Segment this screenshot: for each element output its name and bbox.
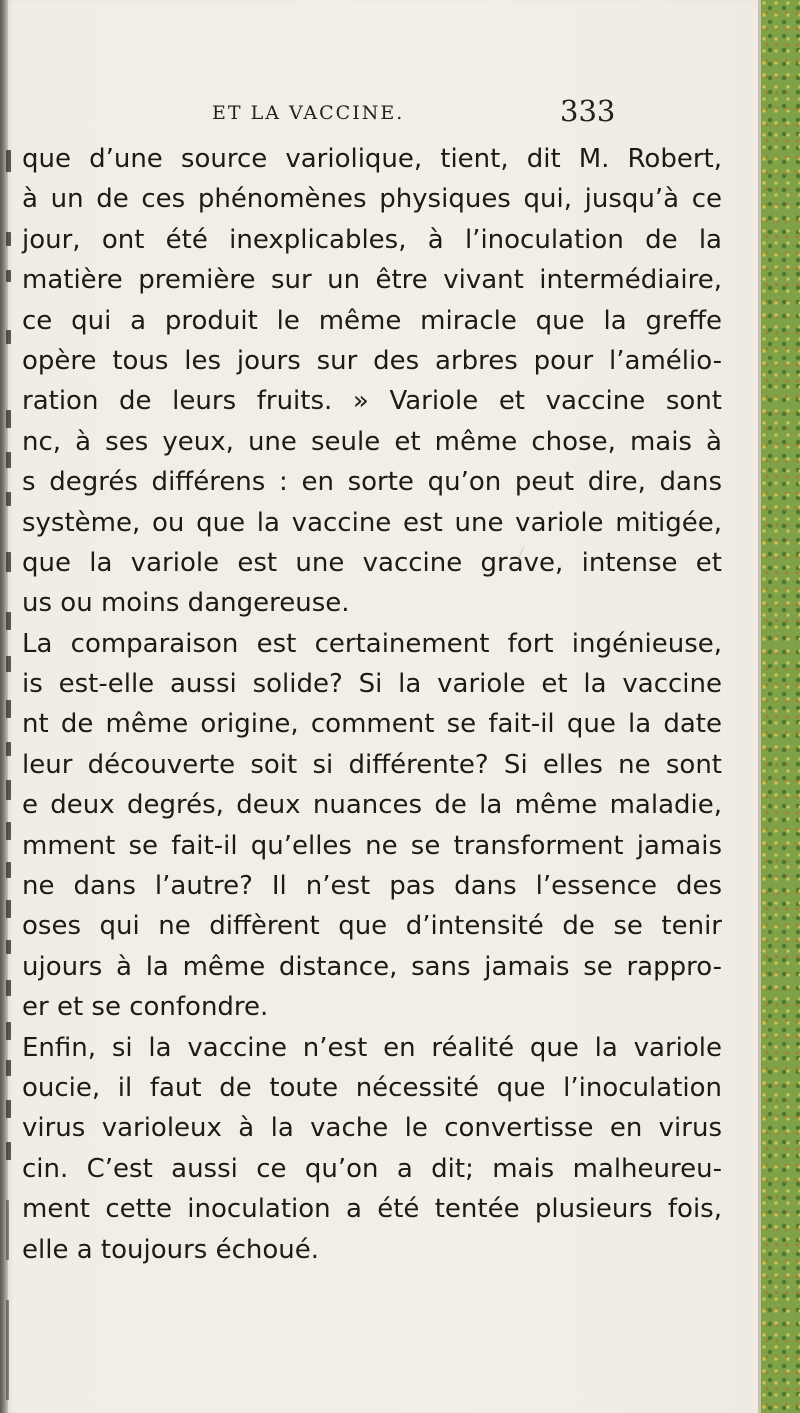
text-line: er et se confondre. — [22, 992, 269, 1023]
text-line: cin. C’est aussi ce qu’on a dit; mais malheureu- — [22, 1153, 722, 1184]
text-line: nc, à ses yeux, une seule et même chose, mais à — [22, 426, 722, 457]
text-line: mment se fait-il qu’elles ne se transforment jamais — [22, 830, 722, 861]
running-head: ET LA VACCINE. — [212, 102, 405, 124]
text-line: matière première sur un être vivant intermédiaire, — [22, 265, 722, 296]
text-line: virus varioleux à la vache le convertisse en virus — [22, 1113, 722, 1144]
text-line: opère tous les jours sur des arbres pour l’amélio- — [22, 345, 722, 376]
text-line: ce qui a produit le même miracle que la greffe — [22, 305, 722, 336]
text-line: ujours à la même distance, sans jamais se rappro- — [22, 951, 722, 982]
text-line: jour, ont été inexplicables, à l’inoculation de la — [22, 224, 722, 255]
text-line: s degrés différens : en sorte qu’on peut dire, dans — [22, 467, 722, 498]
text-line: ration de leurs fruits. » Variole et vaccine sont — [22, 386, 722, 417]
text-line: leur découverte soit si différente? Si elles ne sont — [22, 749, 722, 780]
text-line: ment cette inoculation a été tentée plusieurs fois, — [22, 1194, 722, 1225]
page-header — [0, 92, 758, 132]
text-line: que d’une source variolique, tient, dit M. Robert, — [22, 144, 722, 174]
text-line: oses qui ne diffèrent que d’intensité de se tenir — [22, 911, 722, 942]
body-text — [22, 139, 722, 1270]
text-line: La comparaison est certainement fort ingénieuse, — [22, 628, 722, 659]
marbled-cover-edge — [758, 0, 800, 1413]
text-line: us ou moins dangereuse. — [22, 588, 350, 619]
text-line: Enfin, si la vaccine n’est en réalité que la variole — [22, 1032, 722, 1063]
text-line: nt de même origine, comment se fait-il que la date — [22, 709, 722, 740]
text-line: elle a toujours échoué. — [22, 1234, 320, 1265]
text-line: oucie, il faut de toute nécessité que l’inoculation — [22, 1072, 722, 1103]
text-line: système, ou que la vaccine est une variole mitigée, — [22, 507, 722, 538]
page-number: 333 — [560, 94, 616, 128]
text-line: que la variole est une vaccine grave, intense et — [22, 547, 722, 578]
text-line: is est-elle aussi solide? Si la variole et la vaccine — [22, 669, 722, 700]
text-line: à un de ces phénomènes physiques qui, jusqu’à ce — [22, 184, 722, 215]
text-line: e deux degrés, deux nuances de la même maladie, — [22, 790, 722, 821]
gutter-marks — [0, 0, 16, 1413]
text-line: ne dans l’autre? Il n’est pas dans l’essence des — [22, 871, 722, 902]
